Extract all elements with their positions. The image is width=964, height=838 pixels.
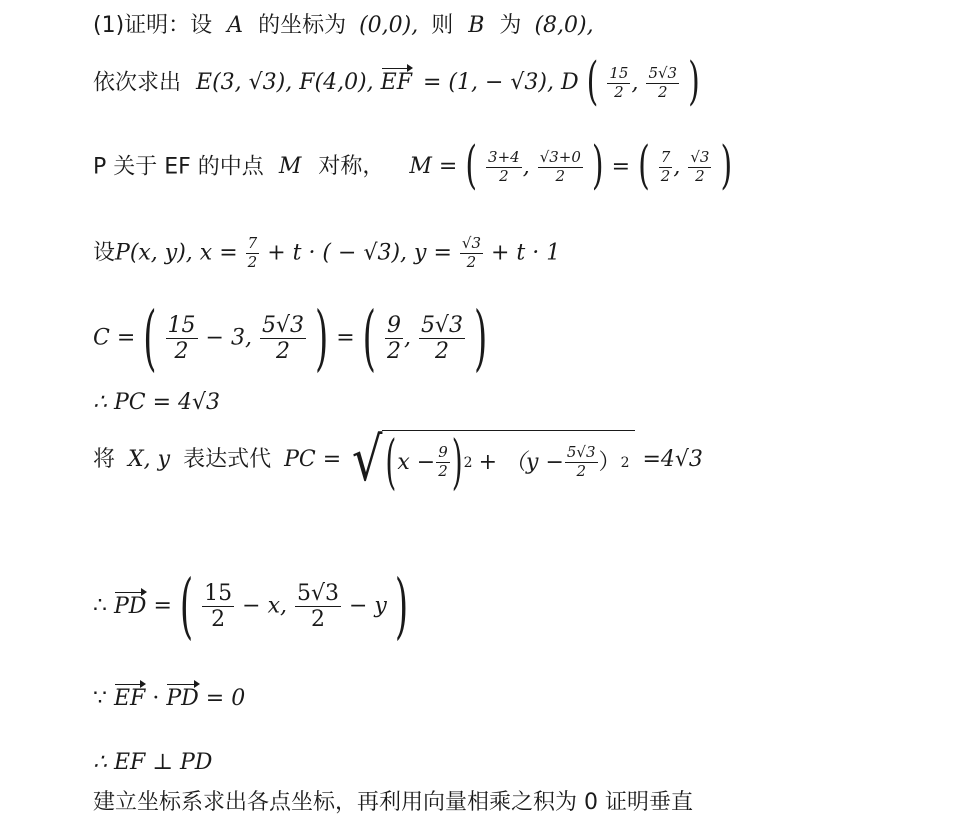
c-equals: C = bbox=[93, 325, 136, 351]
line-11: 建立坐标系求出各点坐标，再利用向量相乘之积为 0 证明垂直 bbox=[93, 790, 693, 815]
my-fraction: $\frac{√3+0}{2}$ bbox=[539, 148, 581, 185]
line-7 bbox=[93, 425, 703, 497]
paren-open: ( bbox=[362, 296, 376, 381]
minus-y: − y bbox=[349, 593, 387, 619]
line-5: C = ( $\frac{15}{2}$ − 3, $\frac{5√3}{2}$ ) = ( $\frac{9}{2}$ , $\frac{5√3}{2}$ ) bbox=[93, 296, 488, 381]
paren-close: ) bbox=[473, 296, 488, 381]
proof-intro: (1)证明：设 bbox=[93, 13, 213, 38]
cx-result: $\frac{9}{2}$ bbox=[386, 313, 401, 365]
paren-close: ) bbox=[314, 296, 329, 381]
line-4 bbox=[93, 236, 560, 271]
vector-pd: PD bbox=[166, 686, 199, 711]
mx-fraction: $\frac{3+4}{2}$ bbox=[488, 148, 520, 185]
mx-result: $\frac{7}{2}$ bbox=[660, 148, 671, 185]
y-sub-fraction: $\frac{5√3}{2}$ bbox=[566, 443, 596, 480]
y-fraction: $\frac{√3}{2}$ bbox=[461, 234, 481, 271]
minus-x: − x, bbox=[242, 593, 287, 619]
y-param-tail: + t · 1 bbox=[491, 240, 561, 266]
x-fraction: $\frac{7}{2}$ bbox=[247, 234, 258, 271]
line-10: ∴ EF ⊥ PD bbox=[93, 750, 213, 775]
equals-sign: = bbox=[153, 593, 172, 619]
x-param-tail: + t · ( − √3), y = bbox=[267, 240, 452, 266]
line-2: 依次求出 E(3, √3), F(4,0), EF = (1, − √3), D ( $\frac{15}{2}$ , $\frac{5√3}{2}$ ) bbox=[93, 52, 700, 113]
then-text: 则 bbox=[431, 13, 454, 38]
paren-open: ( bbox=[465, 136, 478, 197]
dot-operator: · bbox=[152, 686, 160, 711]
line-3: P 关于 EF 的中点 M 对称， M = ( $\frac{3+4}{2}$ , $\frac{√3+0}{2}$ ) = ( $\frac{7}{2}$ , $\frac{√3}{2}$ ) bbox=[93, 136, 733, 197]
pdx-fraction: $\frac{15}{2}$ bbox=[204, 581, 233, 633]
distance-sqrt: √ ( x − $\frac{9}{2}$ ) 2 + （y − $\frac{5√3}{2}$ ） 2 bbox=[348, 430, 635, 490]
line-1 bbox=[93, 15, 594, 37]
cy-fraction: $\frac{5√3}{2}$ bbox=[261, 313, 304, 365]
paren-close: ) bbox=[688, 52, 700, 113]
line-8 bbox=[93, 564, 409, 649]
paren-close: ) bbox=[394, 564, 409, 649]
paren-open: ( bbox=[143, 296, 157, 381]
pdy-fraction: $\frac{5√3}{2}$ bbox=[296, 581, 339, 633]
vector-ef: EF bbox=[114, 686, 146, 711]
paren-close: ) bbox=[591, 136, 604, 197]
expression-text: 表达式代 bbox=[183, 447, 272, 472]
my-result: $\frac{√3}{2}$ bbox=[690, 148, 710, 185]
point-m-label: M bbox=[278, 154, 302, 180]
find-text: 依次求出 bbox=[93, 70, 182, 96]
coord-text: 的坐标为 bbox=[258, 13, 347, 38]
therefore-sign: ∴ bbox=[93, 593, 107, 619]
paren-close: ) bbox=[720, 136, 733, 197]
minus-three: − 3, bbox=[205, 325, 252, 351]
d-y-fraction: $\frac{5√3}{2}$ bbox=[648, 64, 678, 101]
line-6: ∴ PC = 4√3 bbox=[93, 390, 221, 415]
x-sub-fraction: $\frac{9}{2}$ bbox=[438, 443, 448, 480]
d-x-fraction: $\frac{15}{2}$ bbox=[609, 64, 629, 101]
m-equals: M = bbox=[409, 154, 458, 180]
point-a-coord: (0,0), bbox=[359, 13, 419, 38]
p-param: P(x, y), x = bbox=[115, 240, 238, 266]
point-a-label: A bbox=[227, 13, 244, 38]
vector-ef-value: = (1, − √3), D bbox=[422, 70, 579, 96]
midpoint-text: P 关于 EF 的中点 bbox=[93, 154, 264, 180]
because-sign: ∵ bbox=[93, 686, 107, 711]
point-b-label: B bbox=[468, 13, 485, 38]
paren-open: ( bbox=[179, 564, 194, 649]
pc-value: =4√3 bbox=[642, 447, 703, 472]
paren-open: ( bbox=[586, 52, 599, 113]
paren-open: ( bbox=[638, 136, 650, 197]
pc-equals: PC = bbox=[284, 447, 342, 472]
cx-fraction: $\frac{15}{2}$ bbox=[167, 313, 196, 365]
let-text: 设 bbox=[93, 240, 116, 266]
substitute-text: 将 bbox=[93, 447, 116, 472]
is-text: 为 bbox=[499, 13, 522, 38]
equals-sign: = bbox=[336, 325, 355, 351]
cy-result: $\frac{5√3}{2}$ bbox=[420, 313, 463, 365]
line-9 bbox=[93, 688, 245, 710]
points-e-f: E(3, √3), F(4,0), bbox=[196, 70, 374, 96]
vector-ef: EF bbox=[380, 70, 412, 96]
dot-result: = 0 bbox=[205, 686, 246, 711]
vector-pd: PD bbox=[114, 593, 147, 619]
point-b-coord: (8,0), bbox=[534, 13, 594, 38]
equals-sign: = bbox=[611, 154, 631, 180]
symmetry-text: 对称， bbox=[318, 154, 385, 180]
xy-vars: X, y bbox=[128, 447, 171, 472]
